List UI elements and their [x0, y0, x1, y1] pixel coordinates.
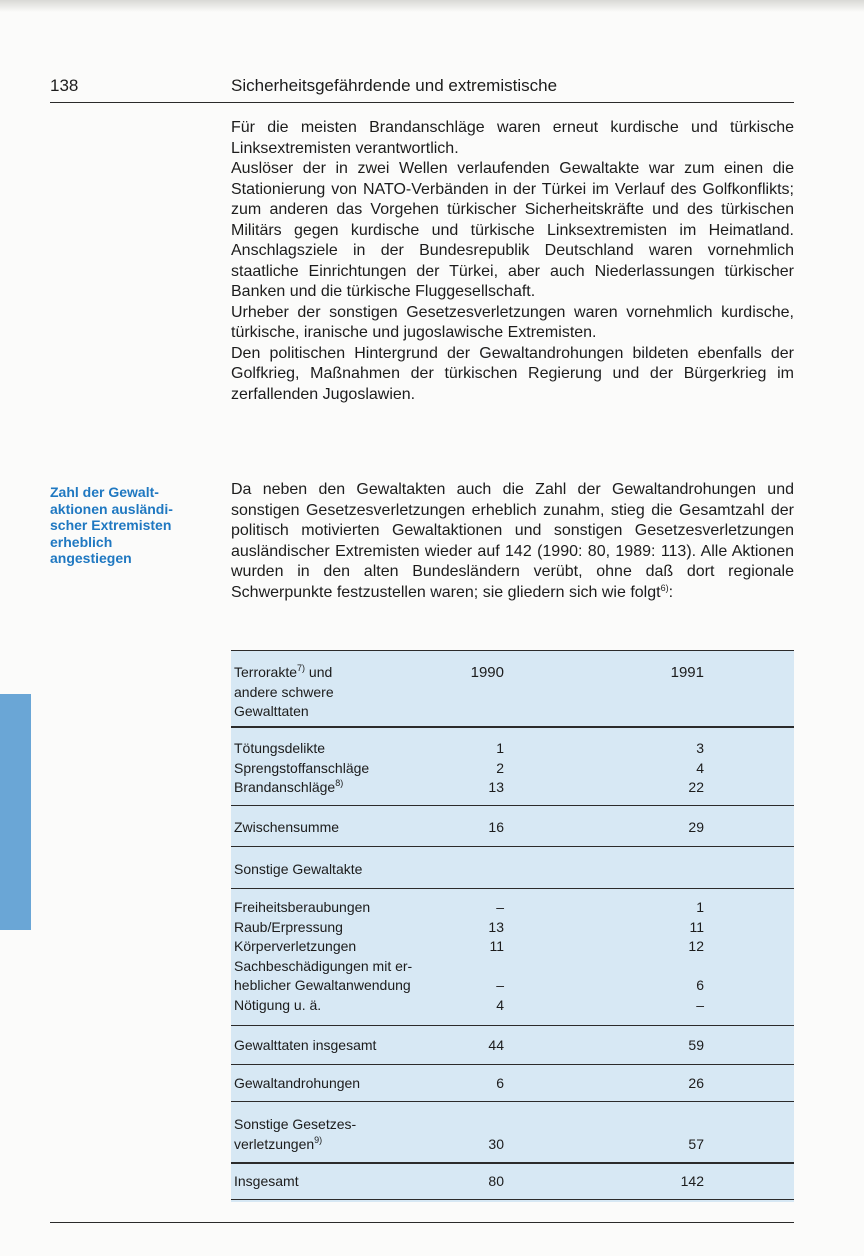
margin-note — [50, 484, 210, 567]
row-value-1990: 44 — [488, 1037, 504, 1053]
paragraph-1: Für die meisten Brandanschläge waren erneut kurdische und türkische Linksextremisten verantwortlich. — [231, 119, 794, 157]
row-value-1991: 11 — [689, 918, 704, 935]
row-label: Tötungsdelikte — [234, 740, 326, 756]
row-value-1990: 4 — [496, 996, 504, 1013]
row-label — [234, 778, 343, 798]
row-value-1991: 142 — [680, 1173, 704, 1189]
table-rule — [231, 1101, 794, 1102]
table-rule — [231, 846, 794, 847]
row-value-1991: 6 — [696, 977, 704, 993]
row-value-1991: 3 — [696, 740, 704, 756]
row-label-text: Brandanschläge — [234, 779, 336, 795]
row-value-1990: 1 — [496, 740, 504, 756]
margin-note-line: angestiegen — [50, 550, 132, 566]
row-label: Nötigung u. ä. — [234, 996, 322, 1013]
page-edge-shadow — [0, 0, 864, 12]
row-value-1990: – — [496, 899, 504, 915]
margin-note-line: Zahl der Gewalt- — [50, 484, 159, 500]
paragraph-4: Den politischen Hintergrund der Gewaltandrohungen bildeten ebenfalls der Golfkrieg, Maßnahmen der türkischen Regierung und der Bürgerkrieg im zerfallenden Jugoslawien. — [231, 344, 794, 403]
row-value-1991: 57 — [688, 1135, 704, 1152]
table-rule-top — [231, 650, 794, 651]
row-label: Freiheitsberaubungen — [234, 899, 371, 915]
margin-note-line: aktionen ausländi- — [50, 500, 173, 517]
row-value-1990: 13 — [488, 918, 504, 935]
row-value-1990: 2 — [496, 759, 504, 776]
row-value-1991: 22 — [688, 779, 704, 795]
header-label — [234, 663, 334, 722]
header-label-line-2: andere schwere — [234, 683, 334, 700]
footnote-ref-6: 6) — [660, 582, 669, 593]
header-label-line-3: Gewalttaten — [234, 703, 309, 719]
footnote-ref-7: 7) — [297, 663, 306, 673]
header-label-line-1 — [234, 663, 334, 683]
row-value-1990: – — [496, 977, 504, 993]
row-label: Zwischensumme — [234, 819, 340, 835]
side-marker-bar — [0, 694, 31, 930]
row-value-1990: 16 — [488, 819, 504, 835]
row-value-1991: – — [696, 996, 704, 1013]
row-label: Sprengstoffanschläge — [234, 759, 370, 776]
table-rule-bottom — [231, 1199, 794, 1200]
row-value-1990: 80 — [488, 1173, 504, 1189]
row-value-1991: 4 — [696, 759, 704, 776]
row-value-1991: 29 — [688, 819, 704, 835]
table-rule — [231, 1025, 794, 1026]
header-year-1991: 1991 — [670, 664, 704, 681]
header-label-text: Terrorakte — [234, 664, 298, 680]
running-title: Sicherheitsgefährdende und extremistische — [231, 76, 558, 95]
paragraph-2: Auslöser der in zwei Wellen verlaufenden Gewaltakte war zum einen die Stationierung von NATO-Verbänden in der Türkei im Verlauf des Golfkonflikts; zum anderen das Vorgehen türkischer Sicherheitskräfte und des türkischen Militärs gegen kurdische und türkische Linksextremisten im Heimatland. Anschlagsziele in der Bundesrepublik Deutschland waren vornehmlich staatliche Einrichtungen der Türkei, aber auch Niederlassungen türkischer Banken und die türkische Fluggesellschaft. — [231, 160, 794, 300]
footnote-ref-9: 9) — [314, 1134, 323, 1145]
row-label-line — [234, 1135, 322, 1155]
row-label: Raub/Erpressung — [234, 918, 343, 935]
row-label-text: verletzungen — [234, 1135, 315, 1152]
table-rule — [231, 1064, 794, 1065]
row-label: Gewalttaten insgesamt — [234, 1037, 377, 1053]
table-rule-header — [231, 726, 794, 728]
page-number: 138 — [50, 76, 79, 95]
row-value-1990: 13 — [488, 779, 504, 795]
footnote-ref-8: 8) — [335, 778, 344, 788]
header-label-suffix: und — [305, 664, 333, 680]
table-rule — [231, 888, 794, 889]
row-value-1990: 6 — [496, 1075, 504, 1091]
body-text-block — [231, 118, 794, 405]
row-label: Körperverletzungen — [234, 938, 357, 954]
section2-end: : — [668, 583, 674, 601]
row-label-line: Sonstige Gesetzes- — [234, 1116, 357, 1132]
row-value-1991: 59 — [688, 1037, 704, 1053]
table-rule-total — [231, 1162, 794, 1164]
row-label: Sonstige Gewaltakte — [234, 861, 363, 877]
section2-body: Da neben den Gewaltakten auch die Zahl der Gewaltandrohungen und sonstigen Gesetzesverletzungen erheblich zunahm, stieg die Gesamtzahl der politisch motivierten Gewaltaktionen und sonstigen Gesetzesverletzungen ausländischer Extremisten wieder auf 142 (1990: 80, 1989: 113). Alle Aktionen wurden in den alten Bundesländern verübt, ohne daß dort regionale Schwerpunkte festzustellen waren; sie gliedern sich wie folgt — [231, 481, 794, 601]
row-label: Gewaltandrohungen — [234, 1075, 361, 1091]
header-rule — [50, 102, 794, 103]
row-label: Insgesamt — [234, 1173, 299, 1189]
row-label-line: heblicher Gewaltanwendung — [234, 977, 411, 993]
section2-text — [231, 480, 794, 603]
row-value-1990: 30 — [488, 1135, 504, 1152]
table-rule — [231, 805, 794, 806]
section2-paragraph — [231, 480, 794, 603]
footer-rule — [50, 1222, 794, 1223]
row-value-1991: 1 — [696, 899, 704, 915]
header-year-1990: 1990 — [470, 664, 504, 681]
row-value-1991: 26 — [688, 1075, 704, 1091]
row-value-1990: 11 — [489, 938, 504, 954]
paragraph-3: Urheber der sonstigen Gesetzesverletzungen waren vornehmlich kurdische, türkische, iranische und jugoslawische Extremisten. — [231, 303, 794, 341]
margin-note-line: scher Extremisten — [50, 517, 172, 533]
row-label-line: Sachbeschädigungen mit er- — [234, 957, 413, 974]
statistics-table — [231, 650, 794, 1202]
margin-note-line: erheblich — [50, 533, 113, 550]
row-value-1991: 12 — [688, 938, 704, 954]
